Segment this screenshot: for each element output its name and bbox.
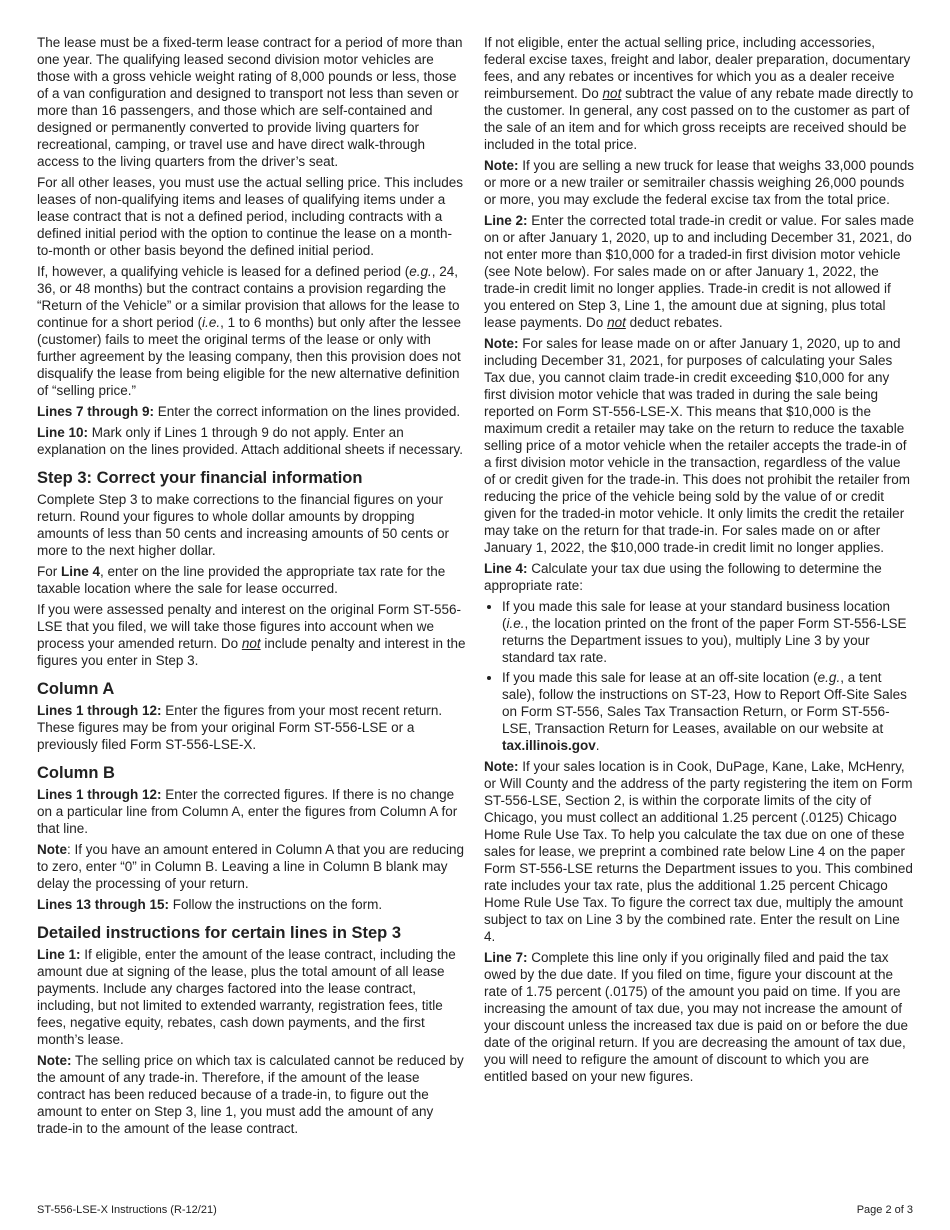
paragraph	[484, 758, 914, 945]
paragraph	[37, 946, 467, 1048]
paragraph	[484, 560, 914, 594]
paragraph	[37, 786, 467, 837]
line-label: Line 4:	[484, 561, 528, 576]
text: , 24, 36, or 48 months) but the contract contains a provision regarding the “Return of the Vehicle” or a similar provision that allows for the lease to continue for a short period (	[37, 264, 460, 330]
text: Mark only if Lines 1 through 9 do not apply. Enter an explanation on the lines provided. Attach additional sheets if necessary.	[37, 425, 464, 457]
text: , the location printed on the front of the paper Form ST-556-LSE returns the Department issues to you), multiply Line 3 by your standard tax rate.	[502, 616, 907, 665]
step3-heading: Step 3: Correct your financial information	[37, 469, 363, 487]
paragraph: Complete Step 3 to make corrections to the financial figures on your return. Round your figures to whole dollar amounts by dropping amounts of less than 50 cents and increasing amounts of 50 cents or more to the next higher dollar.	[37, 492, 449, 558]
text: , 1 to 6 months) but only after the lessee (customer) fails to meet the original terms of the lease or only with further agreement by the leasing company, then this provision does not disqualify the lease from being eligible for the new alternative definition of “selling price.”	[37, 315, 461, 398]
line-label: Line 7:	[484, 950, 528, 965]
text: subtract the value of any rebate made directly to the customer. In general, any cost passed on to the customer as part of the sale of an item and for which gross receipts are received should be included in the total price.	[484, 86, 914, 152]
text: include penalty and interest in the figures you enter in Step 3.	[37, 636, 466, 668]
line-label: Lines 7 through 9:	[37, 404, 155, 419]
right-column	[484, 34, 914, 1089]
text: Follow the instructions on the form.	[169, 897, 383, 912]
column-a-heading: Column A	[37, 680, 115, 698]
paragraph	[37, 263, 467, 399]
text: deduct rebates.	[625, 315, 723, 330]
paragraph	[37, 424, 467, 458]
paragraph	[37, 1052, 467, 1137]
paragraph	[37, 896, 467, 913]
text: .	[595, 738, 600, 753]
line-label: Lines 1 through 12:	[37, 787, 162, 802]
page-number: Page 2 of 3	[856, 1204, 913, 1216]
text: If you were assessed penalty and interest on the original Form ST-556-LSE that you filed, we will take those figures into account when we process your amended return. Do	[37, 602, 461, 651]
eg-italic: e.g.	[817, 670, 841, 685]
column-b-heading: Column B	[37, 764, 115, 782]
paragraph	[484, 34, 914, 153]
text: For sales for lease made on or after January 1, 2020, up to and including December 31, 2021, for purposes of calculating your Sales Tax due, you cannot claim trade-in credit exceeding $10,000 for any first division motor vehicle that was traded in during the sale being reported on Form ST-556-LSE-X. This means that $10,000 is the maximum credit a retailer may take on the return to reduce the taxable selling price of a motor vehicle when the retailer accepts the trade-in of a first division motor vehicle in the transaction, regardless of the value of or credit given for the trade-in. This does not prohibit the retailer from reducing the price of the vehicle being sold by the value of or credit given for the traded-in motor vehicle. It only limits the credit the retailer may take on the return for that trade-in. For sales made on or after January 1, 2022, the $10,000 trade-in credit limit no longer applies.	[484, 336, 910, 555]
line-label: Line 2:	[484, 213, 528, 228]
not-emphasis: not	[241, 636, 261, 651]
text: : If you have an amount entered in Column A that you are reducing to zero, enter “0” in Column B. Leaving a line in Column B blank may delay the processing of your return.	[37, 842, 465, 891]
text: If you made this sale for lease at an off-site location (	[502, 670, 818, 685]
paragraph	[484, 949, 914, 1085]
left-column	[37, 34, 467, 1141]
text: Enter the correct information on the lines provided.	[154, 404, 461, 419]
text: If you are selling a new truck for lease that weighs 33,000 pounds or more or a new trailer or semitrailer chassis weighing 26,000 pounds or more, you may exclude the federal excise tax from the total price.	[484, 158, 914, 207]
text: Complete this line only if you originally filed and paid the tax owed by the due date. If you filed on time, figure your discount at the rate of 1.75 percent (.0175) of the amount you paid on time. If you are increasing the amount of tax due, you may not increase the amount of your discount unless the increased tax due is paid on or before the due date of the original return. If you are decreasing the amount of tax due, you will need to refigure the amount of discount to which you are entitled based on your new figures.	[484, 950, 909, 1084]
text: Calculate your tax due using the following to determine the appropriate rate:	[484, 561, 882, 593]
text: If not eligible, enter the actual selling price, including accessories, federal excise taxes, freight and labor, dealer preparation, documentary fees, and any rebates or incentives for which you as a dealer receive reimbursement. Do	[484, 35, 911, 101]
paragraph	[37, 702, 467, 753]
text: If your sales location is in Cook, DuPage, Kane, Lake, McHenry, or Will County and the address of the party registering the item on Form ST-556-LSE, Section 2, is within the corporate limits of the city of Chicago, you must collect an additional 1.25 percent (.0125) Chicago Home Rule Use Tax. To help you calculate the tax due on one of these sales for lease, we preprint a combined rate below Line 4 on the paper Form ST-556-LSE returns the Department issues to you. This combined rate includes your tax rate, plus the additional 1.25 percent Chicago Home Rule Use Tax. To figure the correct tax due, multiply the amount subject to tax on Line 3 by the combined rate. Enter the result on Line 4.	[484, 759, 913, 944]
list-item	[502, 669, 914, 754]
text: Enter the figures from your most recent return. These figures may be from your original Form ST-556-LSE or a previously filed Form ST-556-LSE-X.	[37, 703, 443, 752]
note-label: Note:	[484, 158, 519, 173]
paragraph	[484, 212, 914, 331]
website-link[interactable]: tax.illinois.gov	[502, 738, 596, 753]
line-label: Lines 1 through 12:	[37, 703, 162, 718]
text: If, however, a qualifying vehicle is leased for a defined period (	[37, 264, 410, 279]
note-label: Note:	[484, 336, 519, 351]
note-label: Note:	[484, 759, 519, 774]
note-label: Note:	[37, 1053, 72, 1068]
text: The selling price on which tax is calculated cannot be reduced by the amount of any trade-in. Therefore, if the amount of the lease contract has been reduced because of a trade-in, to figure out the amount to enter on Step 3, line 1, you must add the amount of any trade-in to the amount of the lease contract.	[37, 1053, 464, 1136]
paragraph	[484, 157, 914, 208]
line-label: Line 4	[61, 564, 101, 579]
text: For	[37, 564, 62, 579]
paragraph	[37, 841, 467, 892]
line-label: Lines 13 through 15:	[37, 897, 170, 912]
paragraph: The lease must be a fixed-term lease contract for a period of more than one year. The qualifying leased second division motor vehicles are those with a gross vehicle weight rating of 8,000 pounds or less, those of a van configuration and designed to transport not less than seven or more than 16 passengers, and those which are self-contained and designed or permanently converted to provide living quarters for recreational, camping, or travel use and have direct walk-through access to the living quarters from the driver’s seat.	[37, 35, 463, 169]
paragraph	[37, 403, 467, 420]
text: If you made this sale for lease at your standard business location (	[502, 599, 890, 631]
not-emphasis: not	[607, 315, 626, 330]
text: , a tent sale), follow the instructions on ST-23, How to Report Off-Site Sales on Form ST-556, Sales Tax Transaction Return, or Form ST-556-LSE, Transaction Return for Leases, available on our website at	[502, 670, 907, 736]
line-label: Line 10:	[37, 425, 89, 440]
ie-italic: i.e.	[202, 315, 221, 330]
paragraph: For all other leases, you must use the actual selling price. This includes leases of non-qualifying items and leases of qualifying items under a lease contract that is not a defined period, including contracts with a defined initial period with the option to continue the lease on a month-to-month or other basis beyond the defined initial period.	[37, 175, 463, 258]
text: Enter the corrected figures. If there is no change on a particular line from Column A, enter the figures from Column A for that line.	[37, 787, 458, 836]
detailed-instructions-heading: Detailed instructions for certain lines in Step 3	[37, 924, 401, 942]
text: If eligible, enter the amount of the lease contract, including the amount due at signing of the lease, plus the total amount of all lease payments. Include any charges factored into the lease contract, including, but not limited to extended warranty, registration fees, title fees, negative equity, rebates, cash down payments, and the first month’s lease.	[37, 947, 456, 1047]
form-id-footer: ST-556-LSE-X Instructions (R-12/21)	[37, 1204, 217, 1216]
ie-italic: i.e.	[506, 616, 525, 631]
paragraph	[484, 335, 914, 556]
paragraph	[37, 563, 467, 597]
rate-list	[484, 598, 914, 754]
line-label: Line 1:	[37, 947, 81, 962]
eg-italic: e.g.	[409, 264, 432, 279]
not-emphasis: not	[602, 86, 622, 101]
note-label: Note	[37, 842, 67, 857]
text: , enter on the line provided the appropriate tax rate for the taxable location where the sale for lease occurred.	[37, 564, 446, 596]
text: Enter the corrected total trade-in credit or value. For sales made on or after January 1, 2020, up to and including December 31, 2021, do not enter more than $10,000 for a traded-in first division motor vehicle (see Note below). For sales made on or after January 1, 2022, the trade-in credit limit no longer applies. Trade-in credit is not allowed if you entered on Step 3, Line 1, the amount due at signing, plus total lease payments. Do	[484, 213, 914, 330]
list-item	[502, 598, 914, 666]
paragraph	[37, 601, 467, 669]
